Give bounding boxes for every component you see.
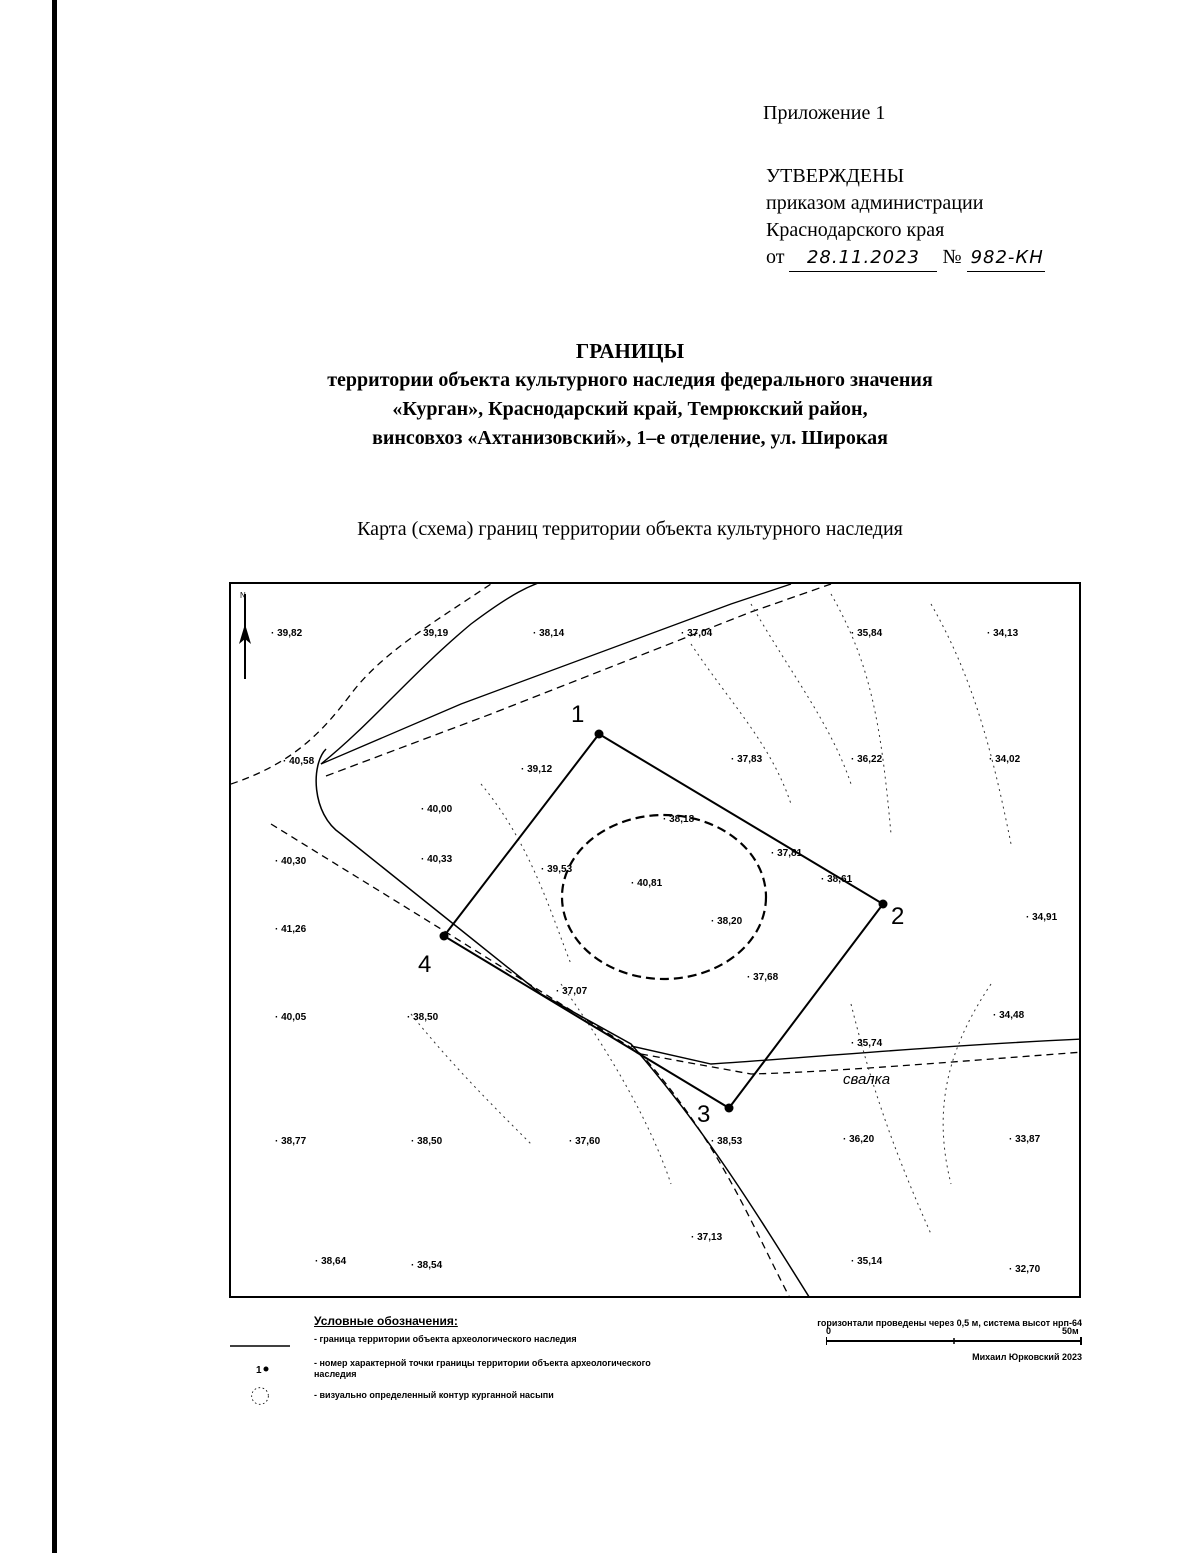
approval-block — [766, 163, 1045, 272]
solid-line-icon — [230, 1336, 290, 1356]
elevation-mark: · 40,05 — [275, 1012, 307, 1023]
elevation-mark: · 37,60 — [569, 1136, 601, 1147]
elevation-mark: · 38,20 — [711, 916, 743, 927]
page-left-rule — [52, 0, 57, 1553]
elevation-mark: · 35,14 — [851, 1256, 883, 1267]
legend-title: Условные обозначения: — [314, 1314, 458, 1328]
title-main: ГРАНИЦЫ — [575, 339, 685, 363]
elevation-mark: · 39,19 — [417, 628, 449, 639]
elevation-mark: · 40,30 — [275, 856, 307, 867]
elevation-mark: · 41,26 — [275, 924, 307, 935]
elevation-mark: · 37,81 — [771, 848, 803, 859]
elevation-mark: · 33,87 — [1009, 1134, 1041, 1145]
north-arrow-icon — [239, 591, 251, 679]
elevation-mark: · 37,68 — [747, 972, 779, 983]
boundary-point-marker — [879, 900, 888, 909]
elevation-mark: · 34,02 — [989, 754, 1021, 765]
elevation-mark: · 37,83 — [731, 754, 763, 765]
legend-text: - граница территории объекта археологического наследия — [314, 1334, 577, 1344]
elevation-mark: · 38,50 — [407, 1012, 439, 1023]
elevation-mark: · 38,54 — [411, 1260, 443, 1271]
title-line-3: винсовхоз «Ахтанизовский», 1–е отделение, ул. Широкая — [372, 427, 888, 449]
elevation-mark: · 40,81 — [631, 878, 663, 889]
elevation-mark: · 38,14 — [533, 628, 565, 639]
document-title — [100, 337, 1160, 453]
legend-item-point — [230, 1358, 690, 1384]
elevation-mark: · 38,50 — [411, 1136, 443, 1147]
map-author: Михаил Юрковский 2023 — [972, 1352, 1082, 1362]
elevation-mark: · 39,53 — [541, 864, 573, 875]
elevation-mark: · 38,53 — [711, 1136, 743, 1147]
map-canvas — [231, 584, 1081, 1298]
elevation-mark: · 37,13 — [691, 1232, 723, 1243]
legend-text: - номер характерной точки границы территории объекта археологического наследия — [314, 1358, 651, 1379]
elevation-mark: · 37,04 — [681, 628, 713, 639]
scale-start: 0 — [826, 1326, 832, 1336]
boundary-point-marker — [725, 1104, 734, 1113]
boundary-points — [418, 701, 904, 1128]
elevation-mark: · 38,18 — [663, 814, 695, 825]
title-line-1: территории объекта культурного наследия федерального значения — [327, 369, 933, 391]
svg-text:N: N — [240, 591, 246, 600]
elevation-mark: · 40,58 — [283, 756, 315, 767]
legend-item-boundary — [230, 1334, 690, 1360]
elevation-mark: · 36,20 — [843, 1134, 875, 1145]
handwritten-date: 28.11.2023 — [789, 244, 937, 272]
approved-heading: УТВЕРЖДЕНЫ — [766, 165, 905, 187]
elevation-mark: · 39,82 — [271, 628, 303, 639]
elevation-mark: · 34,48 — [993, 1010, 1025, 1021]
elevation-mark: · 38,77 — [275, 1136, 307, 1147]
elevation-mark: · 35,74 — [851, 1038, 883, 1049]
scale-bar — [826, 1334, 1082, 1348]
date-prefix: от — [766, 246, 785, 268]
number-sign: № — [942, 246, 962, 268]
boundary-point-label: 4 — [418, 951, 432, 978]
legend-point-marker: 1 — [256, 1365, 262, 1376]
elevation-mark: · 39,12 — [521, 764, 553, 775]
elevation-mark: · 36,22 — [851, 754, 883, 765]
elevation-mark: · 32,70 — [1009, 1264, 1041, 1275]
elevation-mark: · 35,84 — [851, 628, 883, 639]
elevation-mark: · 34,91 — [1026, 912, 1058, 923]
title-line-2: «Курган», Краснодарский край, Темрюкский район, — [392, 398, 868, 420]
boundary-point-marker — [440, 932, 449, 941]
barrow-contour — [562, 815, 766, 979]
legend-item-contour — [230, 1384, 690, 1410]
order-line-2: Краснодарского края — [766, 219, 945, 241]
boundary-point-marker — [595, 730, 604, 739]
elevation-mark: · 34,13 — [987, 628, 1019, 639]
elevation-mark: · 40,00 — [421, 804, 453, 815]
territory-boundary — [444, 734, 883, 1108]
map-caption: Карта (схема) границ территории объекта культурного наследия — [357, 518, 903, 540]
boundary-point-label: 1 — [571, 701, 585, 728]
legend-text: - визуально определенный контур курганной насыпи — [314, 1390, 554, 1400]
elevation-mark: · 38,64 — [315, 1256, 347, 1267]
feature-label-dump: свалка — [843, 1071, 891, 1088]
scale-end: 50м — [1062, 1326, 1079, 1336]
appendix-label: Приложение 1 — [763, 102, 886, 124]
order-line-1: приказом администрации — [766, 192, 984, 214]
elevation-mark: · 37,07 — [556, 986, 588, 997]
boundary-map — [229, 582, 1081, 1298]
map-roads — [231, 584, 1081, 1298]
handwritten-number: 982-КН — [967, 244, 1045, 272]
elevation-mark: · 40,33 — [421, 854, 453, 865]
numbered-point-icon — [230, 1360, 290, 1380]
elevation-mark: · 38,61 — [821, 874, 853, 885]
contour-interval-note: горизонтали проведены через 0,5 м, система высот нрп-64 — [817, 1318, 1082, 1328]
boundary-point-label: 2 — [891, 903, 905, 930]
order-date-line — [766, 244, 1045, 272]
dashed-circle-icon — [230, 1386, 290, 1406]
elevation-marks — [271, 628, 1058, 1275]
boundary-point-label: 3 — [697, 1101, 711, 1128]
